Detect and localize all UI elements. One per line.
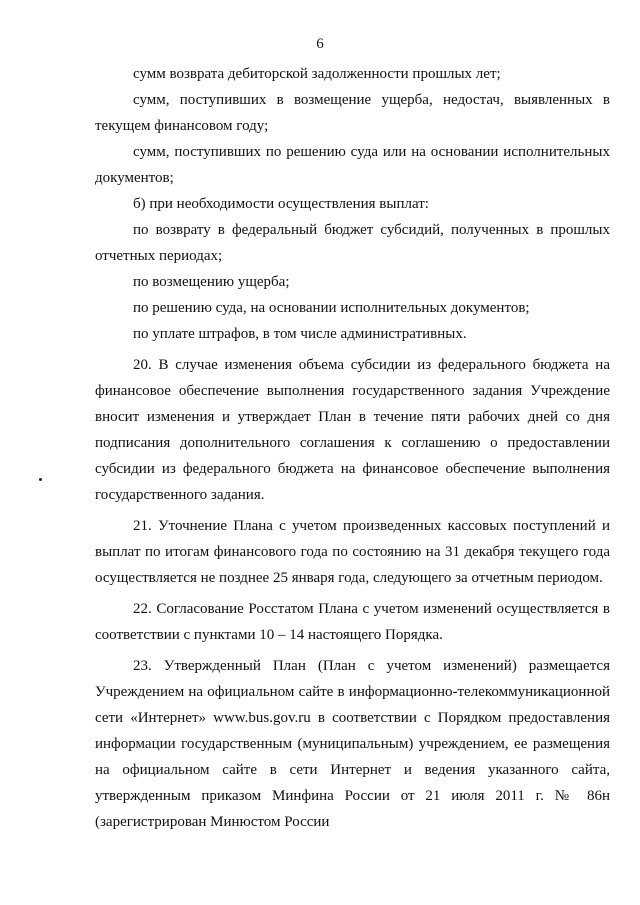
paragraph: по решению суда, на основании исполнительных документов;: [133, 300, 530, 316]
paragraph: б) при необходимости осуществления выплат:: [133, 196, 429, 212]
paragraph: 22. Согласование Росстатом Плана с учетом изменений осуществляется в соответствии с пунктами 10 – 14 настоящего Порядка.: [95, 601, 610, 643]
paragraph: по возмещению ущерба;: [133, 274, 290, 290]
paragraph: 23. Утвержденный План (План с учетом изменений) размещается Учреждением на официальном сайте в информационно-телекоммуникационной сети «Интернет» www.bus.gov.ru в соответствии с Порядком предоставления информации государственным (муниципальным) учреждением, ее размещения на официальном сайте в сети Интернет и ведения указанного сайта, утвержденным приказом Минфина России от 21 июля 2011 г. № 86н (зарегистрирован Минюстом России: [95, 658, 610, 830]
paragraph: по уплате штрафов, в том числе административных.: [133, 326, 467, 342]
margin-dot: [39, 478, 42, 481]
document-body: [95, 61, 610, 835]
paragraph: сумм возврата дебиторской задолженности прошлых лет;: [133, 66, 501, 82]
page-number: 6: [316, 36, 324, 52]
paragraph: 20. В случае изменения объема субсидии из федерального бюджета на финансовое обеспечение выполнения государственного задания Учреждение вносит изменения и утверждает План в течение пяти рабочих дней со дня подписания дополнительного соглашения к соглашению о предоставлении субсидии из федерального бюджета на финансовое обеспечение выполнения государственного задания.: [95, 357, 610, 503]
paragraph: по возврату в федеральный бюджет субсидий, полученных в прошлых отчетных периодах;: [95, 222, 610, 264]
paragraph: сумм, поступивших по решению суда или на основании исполнительных документов;: [95, 144, 610, 186]
paragraph: 21. Уточнение Плана с учетом произведенных кассовых поступлений и выплат по итогам финансового года по состоянию на 31 декабря текущего года осуществляется не позднее 25 января года, следующего за отчетным периодом.: [95, 518, 610, 586]
paragraph: сумм, поступивших в возмещение ущерба, недостач, выявленных в текущем финансовом году;: [95, 92, 610, 134]
